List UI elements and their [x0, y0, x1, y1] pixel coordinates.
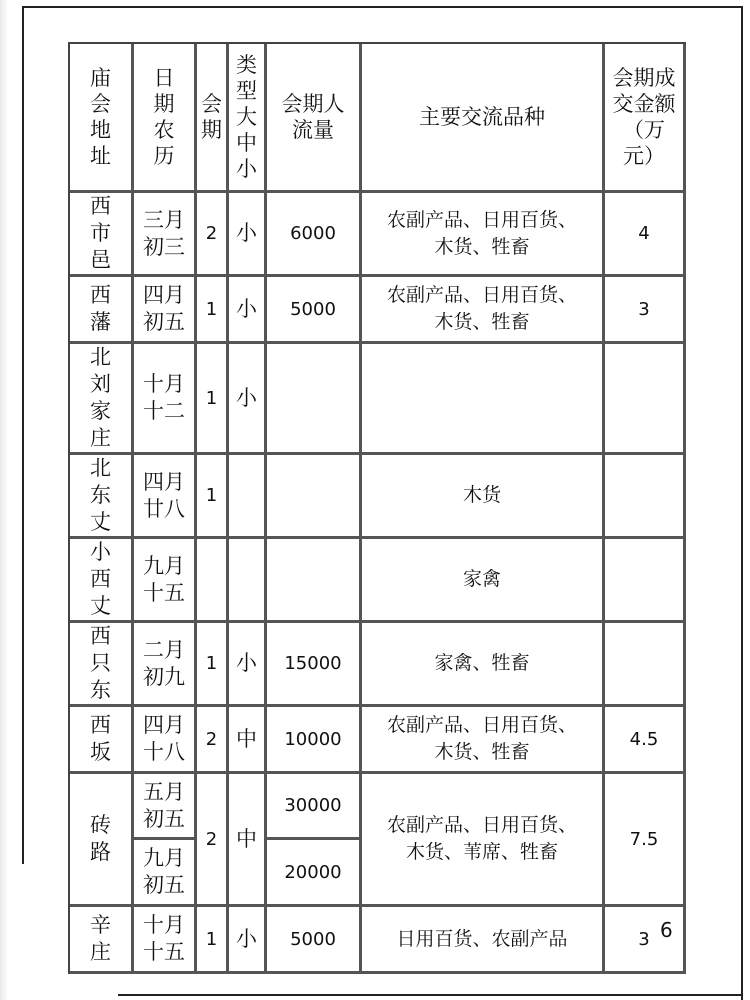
table-row	[70, 707, 686, 774]
cell-period: 2	[197, 774, 229, 907]
cell-traffic	[267, 539, 362, 623]
header-row	[70, 44, 686, 193]
page-border-top	[22, 6, 742, 8]
cell-period: 1	[197, 623, 229, 707]
cell-traffic: 15000	[267, 623, 362, 707]
cell-goods: 木货	[362, 455, 605, 539]
cell-period: 1	[197, 344, 229, 455]
table-row	[70, 774, 686, 840]
cell-period: 1	[197, 907, 229, 974]
page-border-left	[22, 6, 24, 864]
header-traffic: 会期人流量	[267, 44, 362, 193]
cell-period: 1	[197, 455, 229, 539]
temple-fair-table	[68, 42, 686, 974]
cell-amount: 3	[605, 907, 686, 974]
cell-location: 西藩	[70, 277, 134, 344]
cell-amount	[605, 344, 686, 455]
cell-location: 小西丈	[70, 539, 134, 623]
cell-date: 四月廿八	[134, 455, 197, 539]
table-row	[70, 277, 686, 344]
cell-type	[229, 539, 267, 623]
cell-type: 中	[229, 707, 267, 774]
cell-location: 北刘家庄	[70, 344, 134, 455]
cell-traffic: 30000	[267, 774, 362, 840]
cell-goods: 家禽、牲畜	[362, 623, 605, 707]
header-period: 会期	[197, 44, 229, 193]
cell-type	[229, 455, 267, 539]
cell-location: 西只东	[70, 623, 134, 707]
cell-traffic	[267, 344, 362, 455]
page-number: 6	[660, 918, 673, 942]
cell-date: 十月十二	[134, 344, 197, 455]
cell-location: 北东丈	[70, 455, 134, 539]
table-row	[70, 907, 686, 974]
cell-amount: 4.5	[605, 707, 686, 774]
cell-date: 五月初五	[134, 774, 197, 840]
cell-location: 西坂	[70, 707, 134, 774]
cell-goods: 农副产品、日用百货、木货、牲畜	[362, 193, 605, 277]
cell-period	[197, 539, 229, 623]
scan-shadow	[0, 0, 8, 1000]
header-amount: 会期成交金额（万元）	[605, 44, 686, 193]
header-goods: 主要交流品种	[362, 44, 605, 193]
table-row	[70, 539, 686, 623]
cell-goods: 日用百货、农副产品	[362, 907, 605, 974]
cell-amount	[605, 539, 686, 623]
cell-traffic	[267, 455, 362, 539]
cell-type: 小	[229, 277, 267, 344]
cell-type: 小	[229, 623, 267, 707]
cell-goods: 农副产品、日用百货、木货、牲畜	[362, 707, 605, 774]
cell-goods: 农副产品、日用百货、木货、牲畜	[362, 277, 605, 344]
page-border-bottom	[118, 994, 743, 996]
cell-date: 四月初五	[134, 277, 197, 344]
cell-period: 1	[197, 277, 229, 344]
cell-date: 三月初三	[134, 193, 197, 277]
cell-amount: 7.5	[605, 774, 686, 907]
cell-goods	[362, 344, 605, 455]
table-row	[70, 193, 686, 277]
cell-amount	[605, 455, 686, 539]
cell-type: 中	[229, 774, 267, 907]
cell-location: 砖路	[70, 774, 134, 907]
cell-date: 九月初五	[134, 840, 197, 907]
cell-traffic: 5000	[267, 277, 362, 344]
table-row	[70, 623, 686, 707]
cell-traffic: 5000	[267, 907, 362, 974]
cell-location: 西市邑	[70, 193, 134, 277]
cell-location: 辛庄	[70, 907, 134, 974]
page-border-right	[741, 6, 743, 1000]
cell-amount: 3	[605, 277, 686, 344]
cell-amount	[605, 623, 686, 707]
cell-date: 四月十八	[134, 707, 197, 774]
cell-goods: 农副产品、日用百货、木货、苇席、牲畜	[362, 774, 605, 907]
cell-traffic: 6000	[267, 193, 362, 277]
cell-goods: 家禽	[362, 539, 605, 623]
cell-type: 小	[229, 907, 267, 974]
cell-period: 2	[197, 707, 229, 774]
header-type: 类型大中小	[229, 44, 267, 193]
header-date: 日期农历	[134, 44, 197, 193]
cell-period: 2	[197, 193, 229, 277]
cell-date: 九月十五	[134, 539, 197, 623]
cell-type: 小	[229, 344, 267, 455]
header-location: 庙会地址	[70, 44, 134, 193]
cell-type: 小	[229, 193, 267, 277]
cell-date: 十月十五	[134, 907, 197, 974]
cell-traffic: 10000	[267, 707, 362, 774]
cell-amount: 4	[605, 193, 686, 277]
cell-traffic: 20000	[267, 840, 362, 907]
cell-date: 二月初九	[134, 623, 197, 707]
table-row	[70, 455, 686, 539]
table-row	[70, 344, 686, 455]
